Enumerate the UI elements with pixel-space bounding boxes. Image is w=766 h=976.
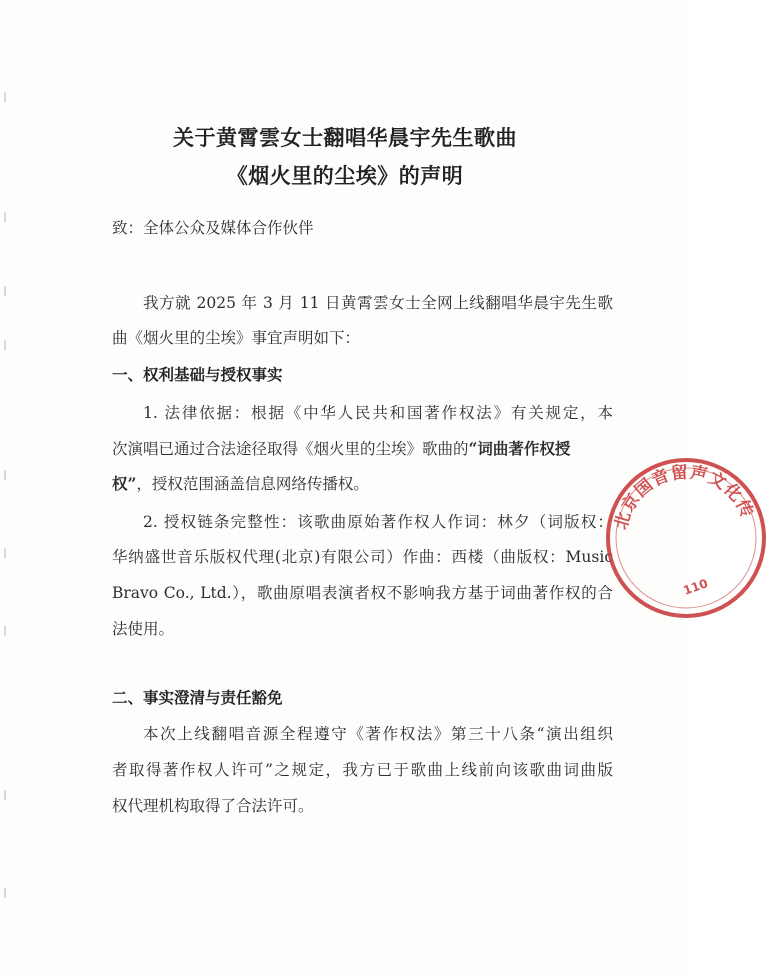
section1-item2-line3: Bravo Co., Ltd.），歌曲原唱表演者权不影响我方基于词曲著作权的合 [112,584,613,602]
addressee: 致：全体公众及媒体合作伙伴 [112,219,314,237]
intro-line2: 曲《烟火里的尘埃》事宜声明如下： [112,329,361,347]
section1-item1-line2 [112,437,570,459]
svg-text:北京国音留声文化传: 北京国音留声文化传 [611,462,758,532]
section1-heading: 一、权利基础与授权事实 [112,365,283,384]
section1-item1-emphasis-start: “词曲著作权授 [468,439,571,458]
seal-number: 110 [681,576,710,598]
document-title-line2: 《烟火里的尘埃》的声明 [226,163,464,188]
section1-item1-line1: 1. 法律依据：根据《中华人民共和国著作权法》有关规定，本 [143,404,613,422]
section2-line2: 者取得著作权人许可”之规定，我方已于歌曲上线前向该歌曲词曲版 [112,761,613,779]
section1-item2-line1: 2. 授权链条完整性：该歌曲原始著作权人作词：林夕（词版权： [143,513,613,531]
section1-item1-line2-text: 次演唱已通过合法途径取得《烟火里的尘埃》歌曲的 [112,440,469,458]
company-seal [606,458,766,618]
section1-item1-line3-text: ，授权范围涵盖信息网络传播权。 [136,475,369,493]
section1-item2-line4: 法使用。 [112,620,175,638]
section2-line3: 权代理机构取得了合法许可。 [112,797,314,815]
section1-item1-emphasis-end: 权” [112,474,137,493]
document-title-line1: 关于黄霄雲女士翻唱华晨宇先生歌曲 [173,125,517,150]
section1-item2-line2: 华纳盛世音乐版权代理(北京)有限公司）作曲：西楼（曲版权：Music [112,548,613,566]
intro-line1: 我方就 2025 年 3 月 11 日黄霄雲女士全网上线翻唱华晨宇先生歌 [143,294,613,312]
section2-line1: 本次上线翻唱音源全程遵守《著作权法》第三十八条“演出组织 [143,725,613,743]
section2-heading: 二、事实澄清与责任豁免 [112,688,283,707]
section1-item1-line3 [112,472,369,494]
